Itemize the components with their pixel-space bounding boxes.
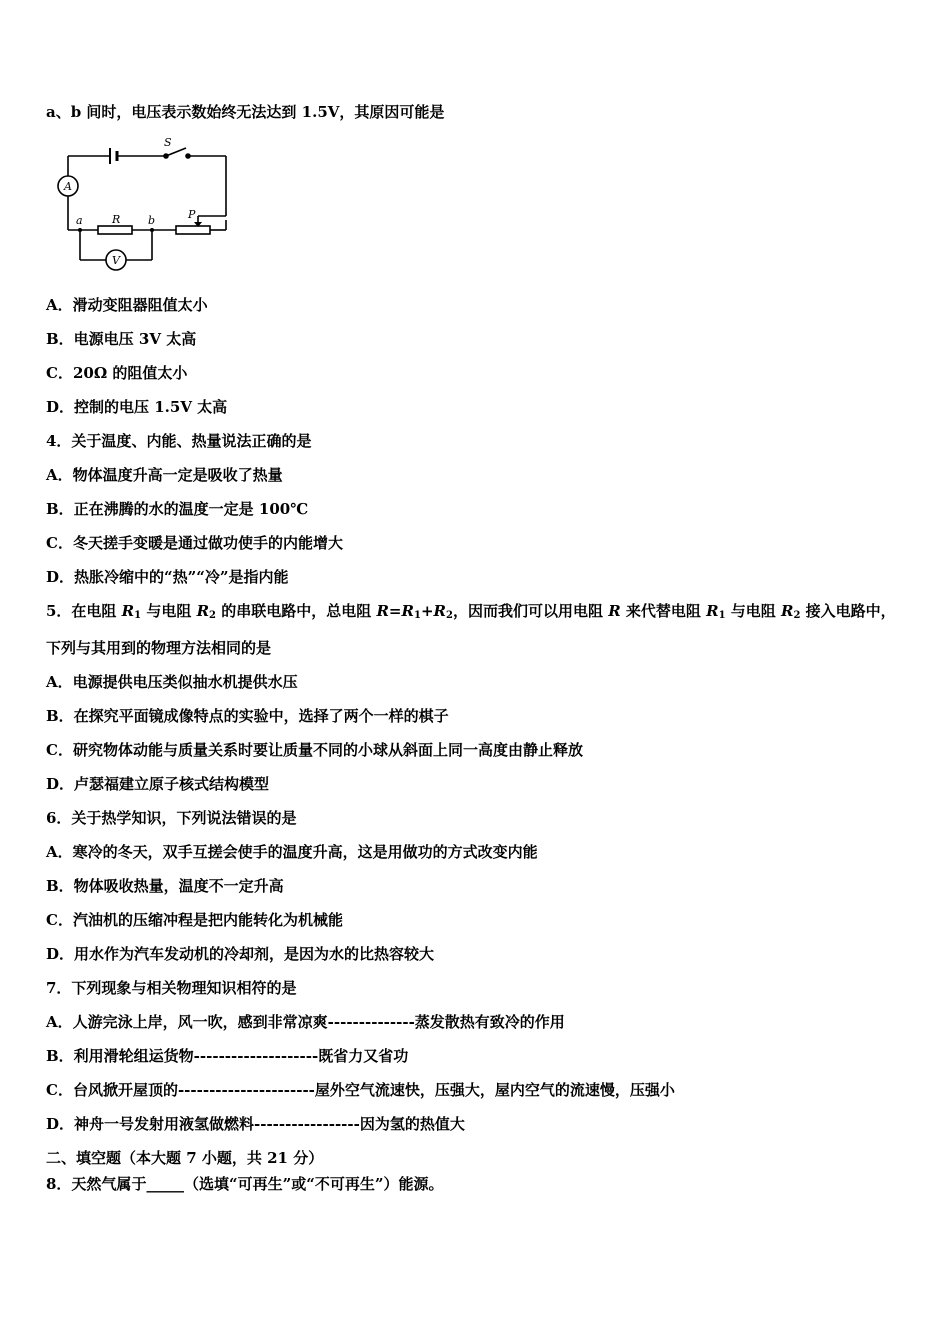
- section-2-heading: 二、填空题（本大题 7 小题，共 21 分）: [46, 1149, 324, 1167]
- question-8: 8．天然气属于_____（选填“可再生”或“不可再生”）能源。: [46, 1175, 444, 1193]
- q3-option-d: D．控制的电压 1.5V 太高: [46, 398, 228, 416]
- question-3-intro: a、b 间时，电压表示数始终无法达到 1.5V，其原因可能是: [46, 103, 445, 121]
- q5-option-d: D．卢瑟福建立原子核式结构模型: [46, 775, 270, 793]
- resistor-label: R: [112, 213, 121, 226]
- question-4-stem: 4．关于温度、内能、热量说法正确的是: [46, 432, 312, 450]
- q7-option-c: C．台风掀开屋顶的----------------------屋外空气流速快，压强大，屋内空气的流速慢，压强小: [46, 1081, 675, 1099]
- q7-option-d: D．神舟一号发射用液氢做燃料-----------------因为氢的热值大: [46, 1115, 465, 1133]
- slider-label: P: [188, 208, 196, 221]
- switch-label: S: [164, 138, 172, 149]
- q6-option-d: D．用水作为汽车发动机的冷却剂，是因为水的比热容较大: [46, 945, 435, 963]
- circuit-diagram: [48, 138, 238, 278]
- question-7-stem: 7．下列现象与相关物理知识相符的是: [46, 979, 297, 997]
- q5-option-c: C．研究物体动能与质量关系时要让质量不同的小球从斜面上同一高度由静止释放: [46, 741, 583, 759]
- q3-option-a: A．滑动变阻器阻值太小: [46, 296, 208, 314]
- point-a-label: a: [76, 214, 83, 227]
- question-5-stem-line2: 下列与其用到的物理方法相同的是: [46, 639, 272, 657]
- q3-option-c: C．20Ω 的阻值太小: [46, 364, 188, 382]
- q5-option-a: A．电源提供电压类似抽水机提供水压: [46, 673, 298, 691]
- q3-option-b: B．电源电压 3V 太高: [46, 330, 197, 348]
- q6-option-b: B．物体吸收热量，温度不一定升高: [46, 877, 284, 895]
- q6-option-c: C．汽油机的压缩冲程是把内能转化为机械能: [46, 911, 343, 929]
- q4-option-b: B．正在沸腾的水的温度一定是 100℃: [46, 500, 309, 518]
- question-6-stem: 6．关于热学知识，下列说法错误的是: [46, 809, 297, 827]
- q4-option-c: C．冬天搓手变暖是通过做功使手的内能增大: [46, 534, 343, 552]
- question-5-stem-line1: 5．在电阻 $R_1$ 与电阻 $R_2$ 的串联电路中，总电阻 $R=R_1+R_2$，因而我们可以用电阻 R 来代替电阻 $R_1$ 与电阻 $R_2$ 接入电路中，: [46, 602, 896, 621]
- voltmeter-label: V: [112, 254, 120, 267]
- q7-option-a: A．人游完泳上岸，风一吹，感到非常凉爽--------------蒸发散热有致冷的作用: [46, 1013, 565, 1031]
- q4-option-a: A．物体温度升高一定是吸收了热量: [46, 466, 283, 484]
- q7-option-b: B．利用滑轮组运货物--------------------既省力又省功: [46, 1047, 409, 1065]
- q5-option-b: B．在探究平面镜成像特点的实验中，选择了两个一样的棋子: [46, 707, 449, 725]
- q6-option-a: A．寒冷的冬天，双手互搓会使手的温度升高，这是用做功的方式改变内能: [46, 843, 538, 861]
- ammeter-label: A: [64, 180, 72, 193]
- point-b-label: b: [148, 214, 156, 227]
- q4-option-d: D．热胀冷缩中的“热”“冷”是指内能: [46, 568, 289, 586]
